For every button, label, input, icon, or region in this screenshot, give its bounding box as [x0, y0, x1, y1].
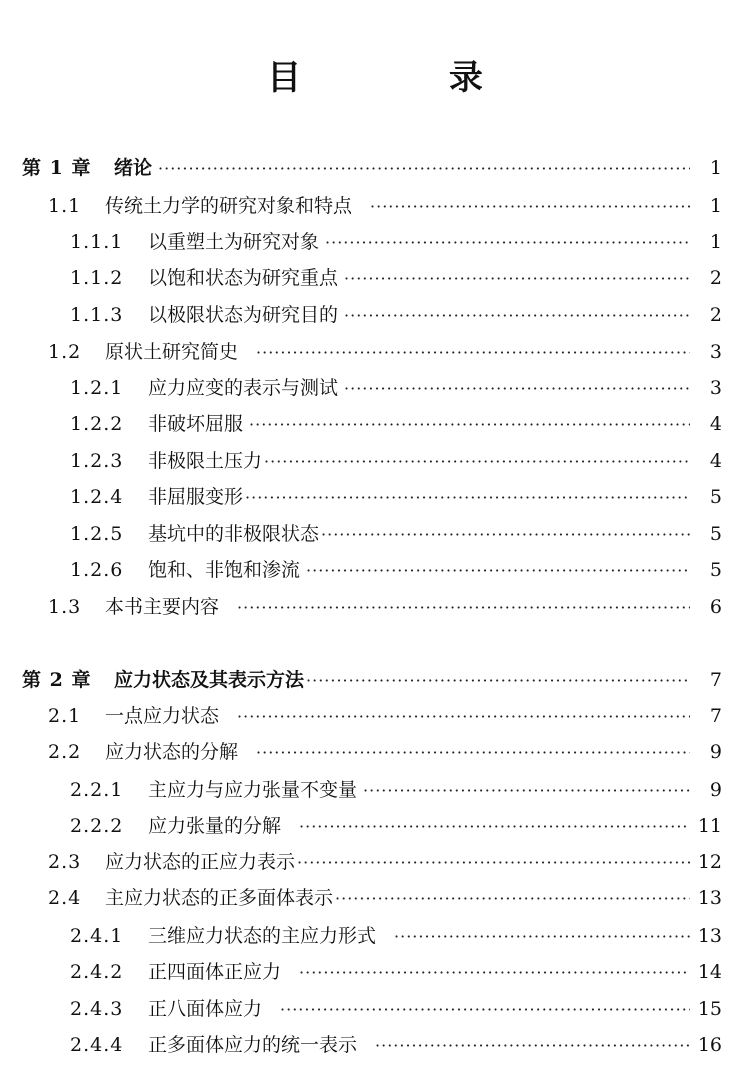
subsection-title: 正多面体应力的统一表示 [148, 1034, 358, 1056]
dot-leader [394, 919, 690, 955]
dot-leader [325, 225, 690, 261]
page-number: 1 [709, 195, 722, 217]
subsection-title: 基坑中的非极限状态 [148, 523, 320, 545]
dot-leader [297, 845, 690, 881]
toc-section-2-4[interactable] [48, 880, 722, 916]
toc-subsection-1-2-5[interactable] [70, 516, 722, 552]
page-number: 13 [697, 887, 722, 909]
subsection-title: 应力张量的分解 [148, 815, 282, 837]
toc-subsection-1-1-2[interactable] [70, 260, 722, 296]
page-number: 12 [697, 851, 722, 873]
dot-leader [335, 881, 690, 917]
toc-chapter-2[interactable] [22, 662, 722, 698]
section-number: 2.3 [48, 851, 82, 873]
section-number: 2.4 [48, 887, 82, 909]
toc-subsection-1-2-1[interactable] [70, 370, 722, 406]
dot-leader [256, 335, 690, 371]
toc-section-2-3[interactable] [48, 844, 722, 880]
toc-subsection-2-2-2[interactable] [70, 808, 722, 844]
dot-leader [344, 261, 690, 297]
section-number: 2.1 [48, 705, 82, 727]
page-number: 11 [697, 815, 722, 837]
section-title: 本书主要内容 [105, 596, 220, 618]
page-number: 4 [709, 450, 722, 472]
page-number: 2 [709, 267, 722, 289]
dot-leader [245, 480, 690, 516]
page-number: 5 [709, 523, 722, 545]
subsection-number: 1.1.3 [70, 304, 124, 326]
subsection-number: 1.2.1 [70, 377, 124, 399]
page-number: 13 [697, 925, 722, 947]
subsection-title: 非极限土压力 [148, 450, 263, 472]
section-title: 应力状态的分解 [105, 741, 239, 763]
page-number: 7 [709, 669, 722, 691]
page-number: 14 [697, 961, 722, 983]
toc-subsection-2-4-2[interactable] [70, 954, 722, 990]
toc-chapter-1[interactable] [22, 150, 722, 186]
page-number: 4 [709, 413, 722, 435]
dot-leader [363, 773, 690, 809]
section-title: 传统土力学的研究对象和特点 [105, 195, 353, 217]
page-number: 7 [709, 705, 722, 727]
section-number: 1.1 [48, 195, 82, 217]
subsection-number: 1.2.5 [70, 523, 124, 545]
dot-leader [256, 735, 690, 771]
dot-leader [299, 955, 690, 991]
dot-leader [249, 407, 690, 443]
subsection-title: 非破坏屈服 [148, 413, 244, 435]
toc-subsection-2-4-1[interactable] [70, 918, 722, 954]
subsection-number: 2.4.4 [70, 1034, 124, 1056]
chapter-number: 第 1 章 [22, 157, 92, 179]
subsection-number: 2.2.1 [70, 779, 124, 801]
subsection-number: 2.4.1 [70, 925, 124, 947]
toc-subsection-1-2-6[interactable] [70, 552, 722, 588]
subsection-number: 1.2.3 [70, 450, 124, 472]
dot-leader [237, 699, 690, 735]
section-number: 1.2 [48, 341, 82, 363]
subsection-number: 2.4.3 [70, 998, 124, 1020]
dot-leader [306, 663, 690, 699]
subsection-number: 1.1.1 [70, 231, 124, 253]
subsection-title: 饱和、非饱和渗流 [148, 559, 301, 581]
subsection-title: 以重塑土为研究对象 [148, 231, 320, 253]
page-number: 5 [709, 559, 722, 581]
dot-leader [237, 590, 690, 626]
subsection-title: 以极限状态为研究目的 [148, 304, 339, 326]
toc-subsection-1-1-1[interactable] [70, 224, 722, 260]
dot-leader [158, 151, 690, 187]
subsection-title: 三维应力状态的主应力形式 [148, 925, 377, 947]
toc-subsection-1-2-4[interactable] [70, 479, 722, 515]
subsection-title: 正八面体应力 [148, 998, 263, 1020]
dot-leader [306, 553, 690, 589]
page-number: 9 [709, 741, 722, 763]
dot-leader [264, 444, 690, 480]
page-number: 3 [709, 341, 722, 363]
toc-section-1-2[interactable] [48, 334, 722, 370]
toc-subsection-2-2-1[interactable] [70, 772, 722, 808]
dot-leader [375, 1028, 690, 1064]
subsection-number: 1.2.6 [70, 559, 124, 581]
section-number: 1.3 [48, 596, 82, 618]
dot-leader [344, 371, 690, 407]
page-number: 3 [709, 377, 722, 399]
toc-subsection-2-4-4[interactable] [70, 1027, 722, 1063]
section-title: 一点应力状态 [105, 705, 220, 727]
subsection-title: 非屈服变形 [148, 486, 244, 508]
section-title: 主应力状态的正多面体表示 [105, 887, 334, 909]
dot-leader [299, 809, 690, 845]
toc-subsection-2-4-3[interactable] [70, 991, 722, 1027]
page-number: 2 [709, 304, 722, 326]
page-number: 1 [709, 231, 722, 253]
section-number: 2.2 [48, 741, 82, 763]
page-number: 9 [709, 779, 722, 801]
toc-subsection-1-2-3[interactable] [70, 443, 722, 479]
subsection-number: 2.2.2 [70, 815, 124, 837]
subsection-number: 2.4.2 [70, 961, 124, 983]
toc-subsection-1-2-2[interactable] [70, 406, 722, 442]
subsection-title: 以饱和状态为研究重点 [148, 267, 339, 289]
subsection-title: 应力应变的表示与测试 [148, 377, 339, 399]
toc-section-2-2[interactable] [48, 734, 722, 770]
subsection-number: 1.2.4 [70, 486, 124, 508]
chapter-title: 绪论 [114, 157, 153, 179]
page-number: 1 [709, 157, 722, 179]
dot-leader [280, 992, 690, 1028]
dot-leader [370, 189, 690, 225]
subsection-title: 主应力与应力张量不变量 [148, 779, 358, 801]
toc-section-1-1[interactable] [48, 188, 722, 224]
dot-leader [344, 298, 690, 334]
section-title: 应力状态的正应力表示 [105, 851, 296, 873]
toc-section-2-1[interactable] [48, 698, 722, 734]
toc-subsection-1-1-3[interactable] [70, 297, 722, 333]
subsection-number: 1.1.2 [70, 267, 124, 289]
toc-section-1-3[interactable] [48, 589, 722, 625]
dot-leader [321, 517, 690, 553]
page-number: 15 [697, 998, 722, 1020]
section-title: 原状土研究简史 [105, 341, 239, 363]
chapter-title: 应力状态及其表示方法 [114, 669, 305, 691]
page-number: 16 [697, 1034, 722, 1056]
page-title: 目 录 [267, 58, 551, 98]
subsection-title: 正四面体正应力 [148, 961, 282, 983]
chapter-number: 第 2 章 [22, 669, 92, 691]
page-number: 6 [709, 596, 722, 618]
subsection-number: 1.2.2 [70, 413, 124, 435]
page-number: 5 [709, 486, 722, 508]
